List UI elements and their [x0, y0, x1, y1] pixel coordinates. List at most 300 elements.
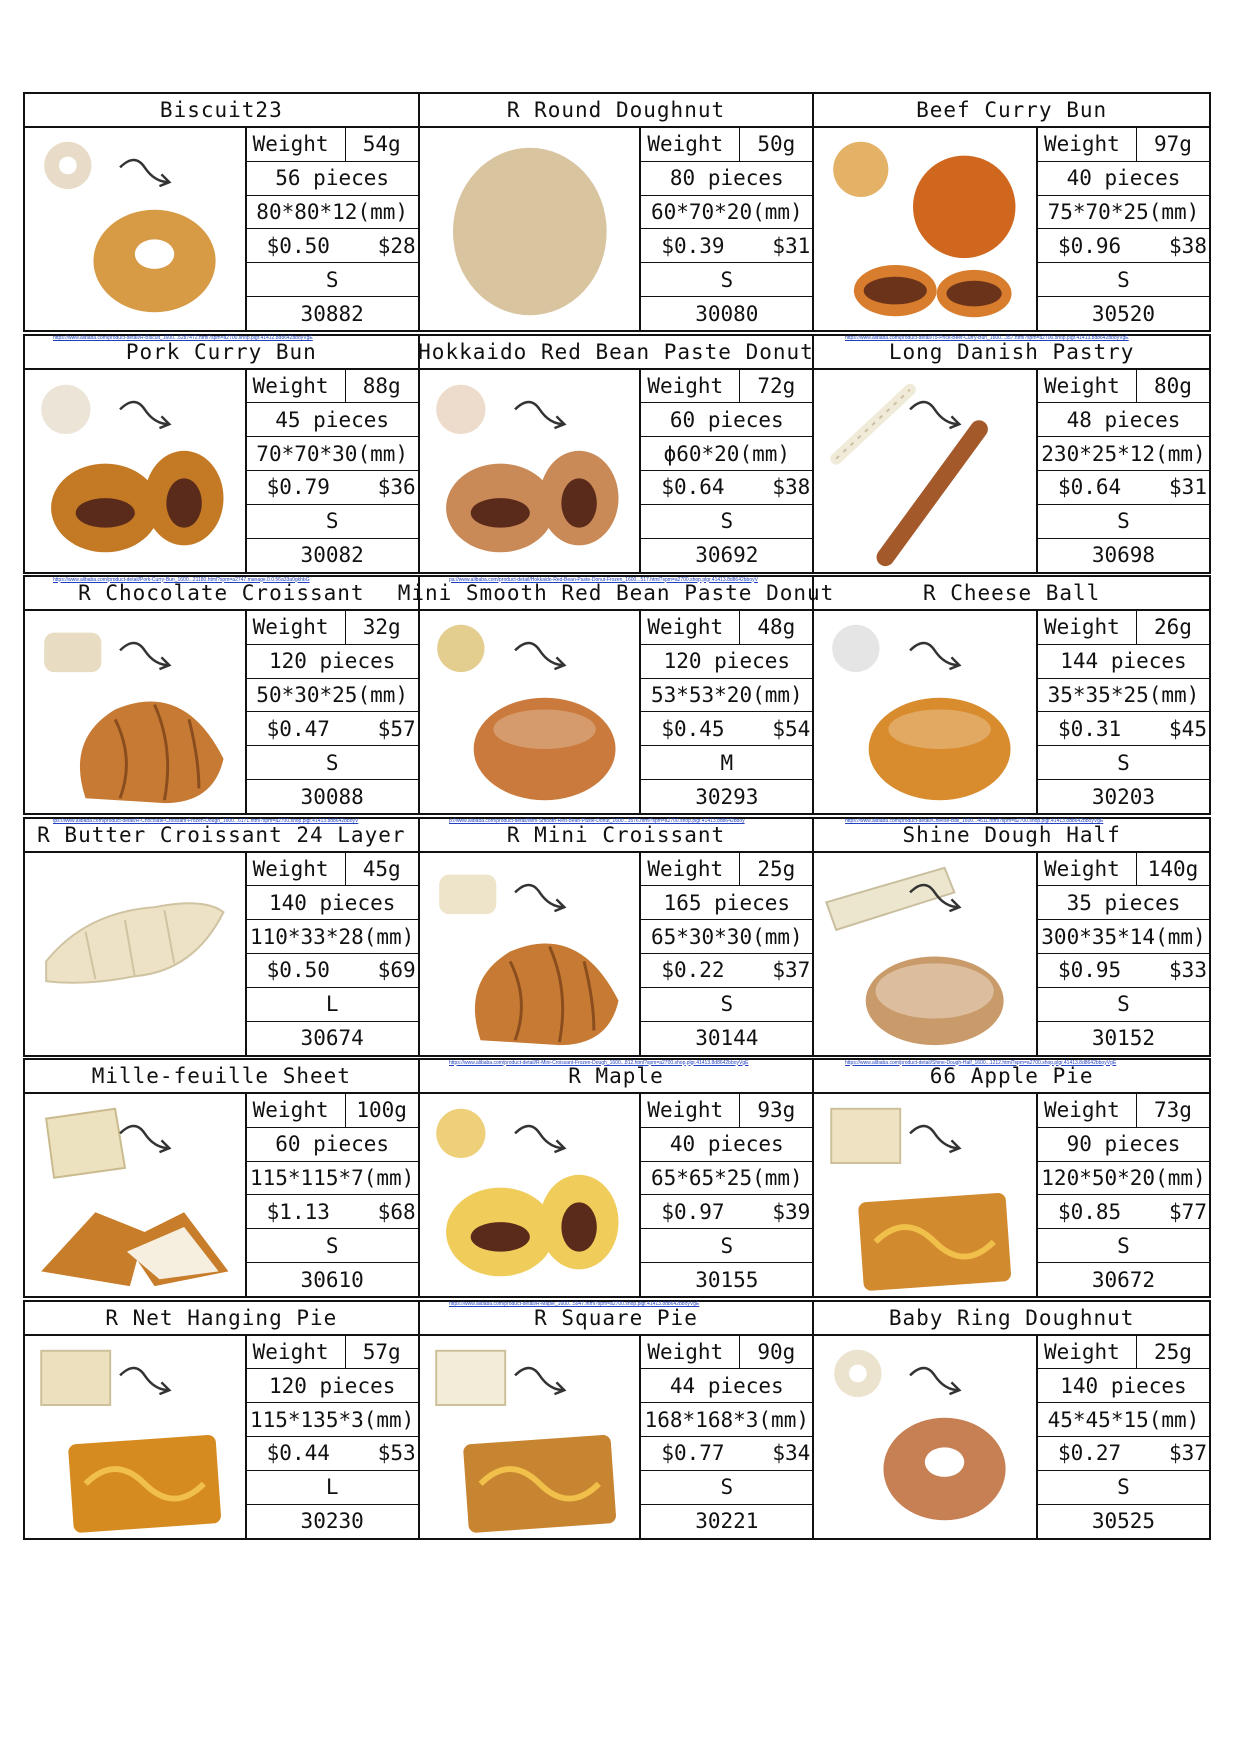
price-row [247, 1195, 418, 1229]
price-row [1038, 471, 1209, 505]
product-photo-illustration [814, 853, 1036, 1055]
size-grade: S [1038, 1229, 1209, 1263]
product-title: R Square Pie [420, 1302, 813, 1336]
product-row [23, 1300, 1211, 1540]
box-price: $69 [377, 958, 416, 983]
weight-row [247, 611, 418, 645]
product-photo-illustration [420, 128, 640, 330]
product-info-table [641, 370, 812, 572]
price-row [247, 712, 418, 746]
product-row [23, 1058, 1211, 1298]
product-body [25, 370, 418, 572]
product-card [814, 577, 1209, 813]
product-row [23, 92, 1211, 332]
weight-label: Weight [1038, 370, 1137, 403]
pieces-per-box: 120 pieces [247, 645, 418, 679]
product-card [25, 577, 420, 813]
unit-price: $0.45 [661, 716, 725, 741]
product-card [814, 94, 1209, 330]
product-body [814, 1094, 1209, 1296]
product-body [420, 1336, 813, 1538]
dimensions: 230*25*12(mm) [1038, 437, 1209, 471]
dimensions: 120*50*20(mm) [1038, 1162, 1209, 1196]
product-photo-illustration [25, 1094, 245, 1296]
product-link[interactable]: https://www.alibaba.com/product-detail/Shine-Dough-Half_1600...1212.html?spm=a2700.shop.plgr.41413.8d8642bboyVgE [845, 1059, 1117, 1066]
weight-label: Weight [641, 128, 740, 161]
pieces-per-box: 80 pieces [641, 162, 812, 196]
product-code: 30082 [300, 543, 364, 568]
product-code: 30230 [300, 1509, 364, 1534]
weight-label: Weight [1038, 128, 1137, 161]
pieces-per-box: 120 pieces [641, 645, 812, 679]
size-grade: S [247, 1229, 418, 1263]
box-price: $38 [772, 475, 811, 500]
weight-value: 25g [1154, 1339, 1192, 1364]
weight-label: Weight [641, 853, 740, 886]
product-title: R Chocolate Croissant [25, 577, 418, 611]
weight-row [247, 128, 418, 162]
product-image [420, 1336, 642, 1538]
price-row [247, 954, 418, 988]
size-grade: S [641, 505, 812, 539]
weight-label: Weight [1038, 1094, 1137, 1127]
product-code: 30520 [1091, 301, 1156, 326]
price-row [641, 1195, 812, 1229]
product-body [420, 611, 813, 813]
dimensions: 115*115*7(mm) [247, 1162, 418, 1196]
weight-value: 32g [362, 615, 401, 640]
product-link[interactable]: tps://www.alibaba.com/product-detail/R-Chocolate-Croissant-Frozen-Dough_1600...6171.html?spm=a2700.shop.plgr.41413.8d8642bboyV [53, 818, 359, 824]
product-code: 30088 [300, 784, 364, 809]
dimensions: 300*35*14(mm) [1038, 920, 1209, 954]
size-grade: L [247, 988, 418, 1022]
product-code: 30144 [695, 1026, 759, 1051]
weight-value: 97g [1154, 132, 1192, 157]
weight-label: Weight [247, 128, 346, 161]
product-photo-illustration [25, 611, 245, 813]
product-image [25, 611, 247, 813]
dimensions: 80*80*12(mm) [247, 196, 418, 230]
pieces-per-box: 60 pieces [641, 403, 812, 437]
price-row [641, 712, 812, 746]
product-body [25, 1094, 418, 1296]
pieces-per-box: 40 pieces [1038, 162, 1209, 196]
arrow-icon [515, 643, 564, 669]
pieces-per-box: 40 pieces [641, 1128, 812, 1162]
dimensions: 35*35*25(mm) [1038, 679, 1209, 713]
product-image [25, 853, 247, 1055]
box-price: $37 [1169, 1441, 1207, 1466]
product-card [814, 819, 1209, 1055]
dimensions: 65*65*25(mm) [641, 1162, 812, 1196]
product-link[interactable]: https://www.alibaba.com/product-detail/R-Mini-Croissant-Frozen-Dough_1600...812.html?spm=a2700.shop.plgr.41413.8d8642bboyVgE [449, 1059, 749, 1066]
weight-value: 48g [757, 615, 796, 640]
box-price: $68 [377, 1199, 416, 1224]
weight-row [247, 370, 418, 404]
product-info-table [1038, 853, 1209, 1055]
weight-label: Weight [247, 611, 346, 644]
box-price: $53 [377, 1441, 416, 1466]
product-card [420, 94, 815, 330]
box-price: $45 [1169, 716, 1207, 741]
price-row [247, 229, 418, 263]
dimensions: 50*30*25(mm) [247, 679, 418, 713]
weight-value: 54g [362, 132, 401, 157]
product-code: 30674 [300, 1026, 364, 1051]
product-code: 30698 [1091, 543, 1156, 568]
product-code: 30293 [695, 784, 759, 809]
product-body [420, 128, 813, 330]
product-title: R Net Hanging Pie [25, 1302, 418, 1336]
product-card [397, 577, 835, 813]
pieces-per-box: 48 pieces [1038, 403, 1209, 437]
arrow-icon [910, 1126, 959, 1152]
weight-value: 72g [757, 373, 796, 398]
unit-price: $0.31 [1057, 716, 1122, 741]
product-image [25, 1094, 247, 1296]
weight-row [247, 1094, 418, 1128]
product-title: Shine Dough Half [814, 819, 1209, 853]
weight-label: Weight [641, 611, 740, 644]
product-photo-illustration [420, 1094, 640, 1296]
weight-label: Weight [1038, 853, 1137, 886]
size-grade: S [1038, 263, 1209, 297]
pieces-per-box: 45 pieces [247, 403, 418, 437]
product-body [814, 370, 1209, 572]
dimensions: 168*168*3(mm) [641, 1403, 812, 1437]
weight-row [247, 1336, 418, 1370]
unit-price: $0.27 [1057, 1441, 1122, 1466]
product-code: 30672 [1091, 1267, 1156, 1292]
pieces-per-box: 44 pieces [641, 1369, 812, 1403]
product-body [25, 611, 418, 813]
unit-price: $0.64 [1057, 475, 1122, 500]
product-body [814, 611, 1209, 813]
box-price: $28 [377, 233, 416, 258]
product-photo-illustration [25, 1336, 245, 1538]
pieces-per-box: 140 pieces [1038, 1369, 1209, 1403]
arrow-icon [120, 1368, 169, 1394]
product-info-table [641, 128, 812, 330]
box-price: $36 [377, 475, 416, 500]
weight-row [1038, 611, 1209, 645]
product-image [420, 370, 642, 572]
product-body [814, 853, 1209, 1055]
product-code: 30203 [1091, 784, 1156, 809]
size-grade: S [641, 1471, 812, 1505]
dimensions: 110*33*28(mm) [247, 920, 418, 954]
pieces-per-box: 165 pieces [641, 886, 812, 920]
product-info-table [1038, 611, 1209, 813]
box-price: $37 [772, 958, 811, 983]
size-grade: S [247, 263, 418, 297]
product-row [23, 575, 1211, 815]
unit-price: $0.96 [1057, 233, 1122, 258]
weight-value: 45g [362, 856, 401, 881]
unit-price: $0.50 [266, 958, 330, 983]
arrow-icon [515, 1368, 564, 1394]
price-row [641, 229, 812, 263]
weight-label: Weight [641, 370, 740, 403]
price-row [247, 471, 418, 505]
product-image [25, 1336, 247, 1538]
size-grade: S [641, 988, 812, 1022]
price-row [1038, 1195, 1209, 1229]
product-card [25, 336, 420, 572]
arrow-icon [120, 643, 169, 669]
box-price: $34 [772, 1441, 811, 1466]
dimensions: 53*53*20(mm) [641, 679, 812, 713]
product-card [25, 1060, 420, 1296]
arrow-icon [910, 643, 959, 669]
size-grade: S [1038, 1471, 1209, 1505]
size-grade: S [641, 263, 812, 297]
product-image [814, 1094, 1038, 1296]
unit-price: $0.77 [661, 1441, 725, 1466]
unit-price: $0.44 [266, 1441, 330, 1466]
product-title: Long Danish Pastry [814, 336, 1209, 370]
product-info-table [247, 1336, 418, 1538]
product-info-table [641, 611, 812, 813]
product-body [814, 1336, 1209, 1538]
product-row [23, 817, 1211, 1057]
product-body [25, 1336, 418, 1538]
unit-price: $0.64 [661, 475, 725, 500]
product-body [25, 853, 418, 1055]
product-title: R Mini Croissant [420, 819, 813, 853]
pieces-per-box: 56 pieces [247, 162, 418, 196]
product-code: 30155 [695, 1267, 759, 1292]
pieces-per-box: 144 pieces [1038, 645, 1209, 679]
product-title: Mille-feuille Sheet [25, 1060, 418, 1094]
unit-price: $0.47 [266, 716, 330, 741]
product-title: Beef Curry Bun [814, 94, 1209, 128]
product-code: 30882 [300, 301, 364, 326]
box-price: $38 [1169, 233, 1207, 258]
pieces-per-box: 140 pieces [247, 886, 418, 920]
weight-row [641, 128, 812, 162]
weight-row [641, 370, 812, 404]
weight-value: 57g [362, 1339, 401, 1364]
unit-price: $0.79 [266, 475, 330, 500]
product-code: 30692 [695, 543, 759, 568]
product-card [420, 336, 815, 572]
price-row [641, 954, 812, 988]
unit-price: $0.97 [661, 1199, 725, 1224]
weight-row [247, 853, 418, 887]
product-link[interactable]: https://www.alibaba.com/product-detail/Pork-Curry-Bun_1600...21180.html?spm=a2747.manage.0.0.56a33a0gkhbG [53, 576, 310, 583]
product-link[interactable]: pa://www.alibaba.com/product-detail/Hokkaido-Red-Bean-Paste-Donut-Frozen_1600...517.html?spm=a2700.shop.plgr.41413.8d8642bboyV [449, 576, 758, 583]
product-photo-illustration [420, 853, 640, 1055]
weight-value: 88g [362, 373, 401, 398]
weight-row [641, 1336, 812, 1370]
product-info-table [1038, 370, 1209, 572]
price-row [641, 1437, 812, 1471]
weight-label: Weight [247, 370, 346, 403]
size-grade: M [641, 746, 812, 780]
size-grade: L [247, 1471, 418, 1505]
product-image [25, 128, 247, 330]
weight-label: Weight [247, 1094, 346, 1127]
product-image [814, 128, 1038, 330]
weight-row [1038, 1336, 1209, 1370]
product-body [420, 370, 813, 572]
product-info-table [247, 128, 418, 330]
dimensions: 75*70*25(mm) [1038, 196, 1209, 230]
product-info-table [247, 611, 418, 813]
size-grade: S [1038, 746, 1209, 780]
weight-row [1038, 370, 1209, 404]
product-title: Baby Ring Doughnut [814, 1302, 1209, 1336]
price-row [1038, 954, 1209, 988]
product-photo-illustration [25, 853, 245, 1055]
weight-label: Weight [641, 1094, 740, 1127]
unit-price: $0.50 [266, 233, 330, 258]
size-grade: S [641, 1229, 812, 1263]
product-card [420, 819, 815, 1055]
arrow-icon [910, 1368, 959, 1394]
price-row [247, 1437, 418, 1471]
product-image [814, 370, 1038, 572]
product-image [814, 1336, 1038, 1538]
dimensions: 60*70*20(mm) [641, 196, 812, 230]
product-title: R Round Doughnut [420, 94, 813, 128]
product-photo-illustration [420, 611, 640, 813]
arrow-icon [515, 885, 564, 911]
product-info-table [247, 853, 418, 1055]
unit-price: $0.22 [661, 958, 725, 983]
box-price: $77 [1169, 1199, 1207, 1224]
product-title: 66 Apple Pie [814, 1060, 1209, 1094]
product-info-table [641, 1336, 812, 1538]
size-grade: S [247, 746, 418, 780]
product-body [420, 853, 813, 1055]
dimensions: 115*135*3(mm) [247, 1403, 418, 1437]
weight-row [1038, 128, 1209, 162]
dimensions: 70*70*30(mm) [247, 437, 418, 471]
product-photo-illustration [420, 370, 640, 572]
product-info-table [1038, 1094, 1209, 1296]
product-image [814, 853, 1038, 1055]
pieces-per-box: 35 pieces [1038, 886, 1209, 920]
product-link[interactable]: https://www.alibaba.com/product-detail/R-Biscuit_1600...5287472.html?spm=a2700.shop.plgr.41412.8d8642bboyVgE [53, 335, 313, 341]
size-grade: S [1038, 988, 1209, 1022]
product-title: R Cheese Ball [814, 577, 1209, 611]
weight-value: 93g [757, 1098, 796, 1123]
product-body [420, 1094, 813, 1296]
unit-price: $0.85 [1057, 1199, 1122, 1224]
box-price: $57 [377, 716, 416, 741]
product-info-table [1038, 1336, 1209, 1538]
weight-label: Weight [1038, 611, 1137, 644]
product-photo-illustration [420, 1336, 640, 1538]
box-price: $31 [1169, 475, 1207, 500]
weight-value: 50g [757, 132, 796, 157]
product-row [23, 334, 1211, 574]
weight-label: Weight [641, 1336, 740, 1369]
unit-price: $0.39 [661, 233, 725, 258]
product-info-table [641, 1094, 812, 1296]
box-price: $33 [1169, 958, 1207, 983]
product-code: 30525 [1091, 1509, 1156, 1534]
dimensions: 65*30*30(mm) [641, 920, 812, 954]
arrow-icon [910, 402, 959, 428]
product-photo-illustration [814, 1336, 1036, 1538]
product-title: R Butter Croissant 24 Layer [25, 819, 418, 853]
weight-row [641, 611, 812, 645]
product-link[interactable]: https://www.alibaba.com/product-detail/75-Price-Beef-Curry-Bun_1600...357.html?spm=a2700.shop.plgr.41413.8d8642bboyVgE [845, 335, 1129, 341]
size-grade: S [1038, 505, 1209, 539]
product-image [420, 853, 642, 1055]
box-price: $54 [772, 716, 811, 741]
product-photo-illustration [25, 370, 245, 572]
product-image [420, 1094, 642, 1296]
size-grade: S [247, 505, 418, 539]
product-title: Biscuit23 [25, 94, 418, 128]
unit-price: $0.95 [1057, 958, 1122, 983]
weight-value: 90g [757, 1339, 796, 1364]
product-title: R Maple [420, 1060, 813, 1094]
weight-label: Weight [247, 1336, 346, 1369]
product-card [420, 1060, 815, 1296]
dimensions: 45*45*15(mm) [1038, 1403, 1209, 1437]
product-title: Pork Curry Bun [25, 336, 418, 370]
product-body [814, 128, 1209, 330]
product-info-table [641, 853, 812, 1055]
arrow-icon [515, 1126, 564, 1152]
weight-row [641, 1094, 812, 1128]
arrow-icon [515, 402, 564, 428]
product-photo-illustration [25, 128, 245, 330]
product-link[interactable]: https://www.alibaba.com/product-detail/Cheese-Ball_1600...4611.html?spm=a2700.shop.plgr.41413.8d8642bboyVgE [845, 818, 1104, 824]
product-code: 30610 [300, 1267, 364, 1292]
weight-row [641, 853, 812, 887]
box-price: $39 [772, 1199, 811, 1224]
arrow-icon [120, 160, 169, 186]
product-title: Hokkaido Red Bean Paste Donut [420, 336, 813, 370]
price-row [641, 471, 812, 505]
box-price: $31 [772, 233, 811, 258]
weight-label: Weight [1038, 1336, 1137, 1369]
pieces-per-box: 90 pieces [1038, 1128, 1209, 1162]
price-row [1038, 229, 1209, 263]
product-image [420, 611, 642, 813]
product-card [25, 819, 420, 1055]
product-code: 30221 [695, 1509, 759, 1534]
product-info-table [247, 370, 418, 572]
product-photo-illustration [814, 1094, 1036, 1296]
weight-row [1038, 853, 1209, 887]
product-card [420, 1302, 815, 1538]
product-info-table [247, 1094, 418, 1296]
weight-row [1038, 1094, 1209, 1128]
pieces-per-box: 60 pieces [247, 1128, 418, 1162]
product-link[interactable]: p://www.alibaba.com/product-detail/Mini-Smooth-Red-Bean-Paste-Donut_1600...3576.html?spm=a2700.shop.plgr.41413.8d8642bboy [449, 818, 745, 824]
unit-price: $1.13 [266, 1199, 330, 1224]
weight-value: 140g [1147, 856, 1199, 881]
weight-value: 100g [356, 1098, 407, 1123]
product-card [25, 1302, 420, 1538]
product-photo-illustration [814, 370, 1036, 572]
weight-value: 80g [1154, 373, 1192, 398]
product-code: 30080 [695, 301, 759, 326]
product-card [814, 1302, 1209, 1538]
product-card [25, 94, 420, 330]
product-title: Mini Smooth Red Bean Paste Donut [420, 577, 813, 611]
product-link[interactable]: https://www.alibaba.com/product-detail/R-Maple_1600...5947.html?spm=a2700.shop.plgr.41413.8d8642bboyVgE [449, 1301, 700, 1307]
product-code: 30152 [1091, 1026, 1156, 1051]
pieces-per-box: 120 pieces [247, 1369, 418, 1403]
